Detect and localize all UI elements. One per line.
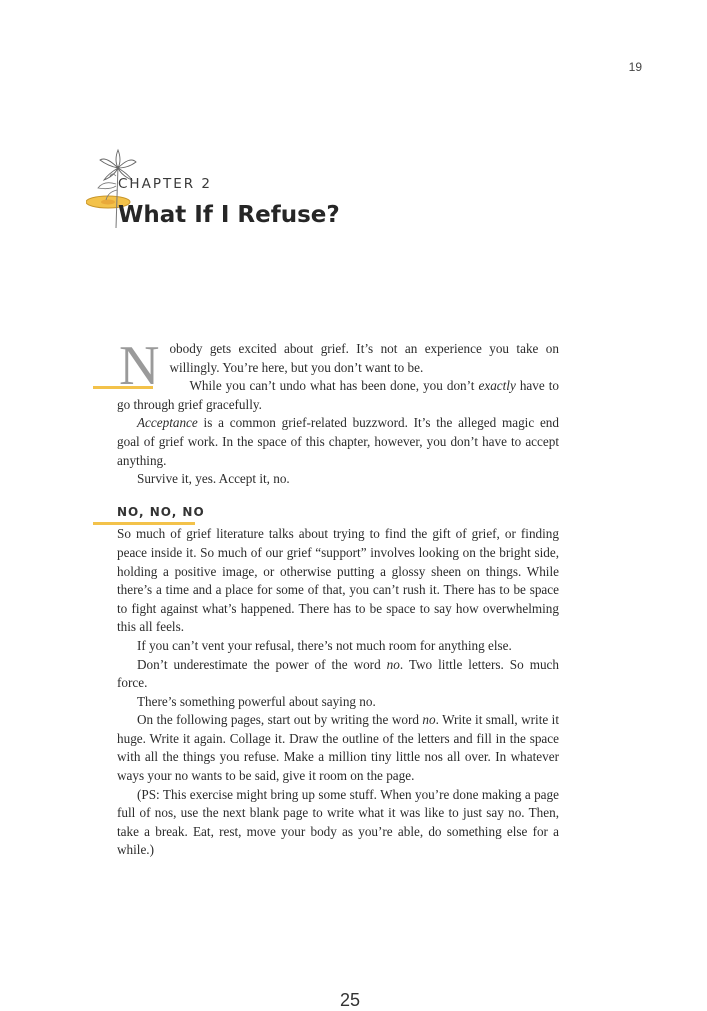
intro-p3-emph: Acceptance (137, 415, 198, 431)
section-paragraph-1: So much of grief literature talks about trying to find the gift of grief, or finding peace inside it. So much of our grief “support” involves looking on the bright side, holding a positive image, or otherwise putting a glossy sheen on things. While there’s a time and a place for some of that, you can’t rush it. There has to be space to fight against what’s happened. There has to be space to say how overwhelming this all feels. (117, 526, 559, 635)
dropcap: N (119, 335, 160, 397)
chapter-title: What If I Refuse? (118, 202, 340, 228)
intro-paragraph-1-text: obody gets excited about grief. It’s not an experience you take on willingly. You’re here, but you don’t want to be. (169, 341, 559, 375)
section-p5-before: On the following pages, start out by writing the word (137, 712, 423, 728)
intro-paragraph-3 (117, 414, 559, 470)
section-paragraph-4: There’s something powerful about saying no. (137, 693, 376, 709)
section-p5-emph: no (422, 712, 436, 728)
section-p3-emph: no (386, 656, 400, 672)
intro-p2-emph: exactly (478, 378, 516, 394)
body-text (117, 335, 560, 860)
section-p3-before: Don’t underestimate the power of the word (137, 656, 387, 672)
intro-p2-before: While you can’t undo what has been done, you don’t (189, 378, 479, 394)
section-p3-after: . Two little letters. So much force. (117, 656, 559, 691)
intro-p3-after: is a common grief-related buzzword. It’s the alleged magic end goal of grief work. In the space of this chapter, however, you don’t have to accept anything. (117, 415, 559, 468)
chapter-label: CHAPTER 2 (118, 176, 212, 192)
section-heading-text: NO, NO, NO (117, 504, 205, 519)
section-paragraph-3 (117, 656, 559, 693)
section-underline (93, 522, 195, 525)
bottom-page-number: 25 (339, 990, 361, 1010)
section-p5-after: . Write it small, write it huge. Write it again. Collage it. Draw the outline of the letters and fill in the space with all the things you refuse. Make a million tiny little nos all over. In whatever ways your no wants to be said, give it room on the page. (117, 712, 559, 784)
section-heading (117, 503, 559, 522)
intro-paragraph-2 (117, 377, 559, 414)
section-paragraph-5 (117, 711, 559, 785)
section-paragraph-6: (PS: This exercise might bring up some stuff. When you’re done making a page full of nos, use the next blank page to write what it was like to just say no. Then, take a break. Eat, rest, move your body as you’re able, do something else for a while.) (117, 786, 559, 858)
intro-paragraph-4: Survive it, yes. Accept it, no. (137, 471, 290, 487)
intro-p2-after: have to go through grief gracefully. (117, 378, 560, 412)
section-paragraph-2: If you can’t vent your refusal, there’s not much room for anything else. (137, 637, 512, 653)
page-number: 19 (628, 60, 642, 74)
